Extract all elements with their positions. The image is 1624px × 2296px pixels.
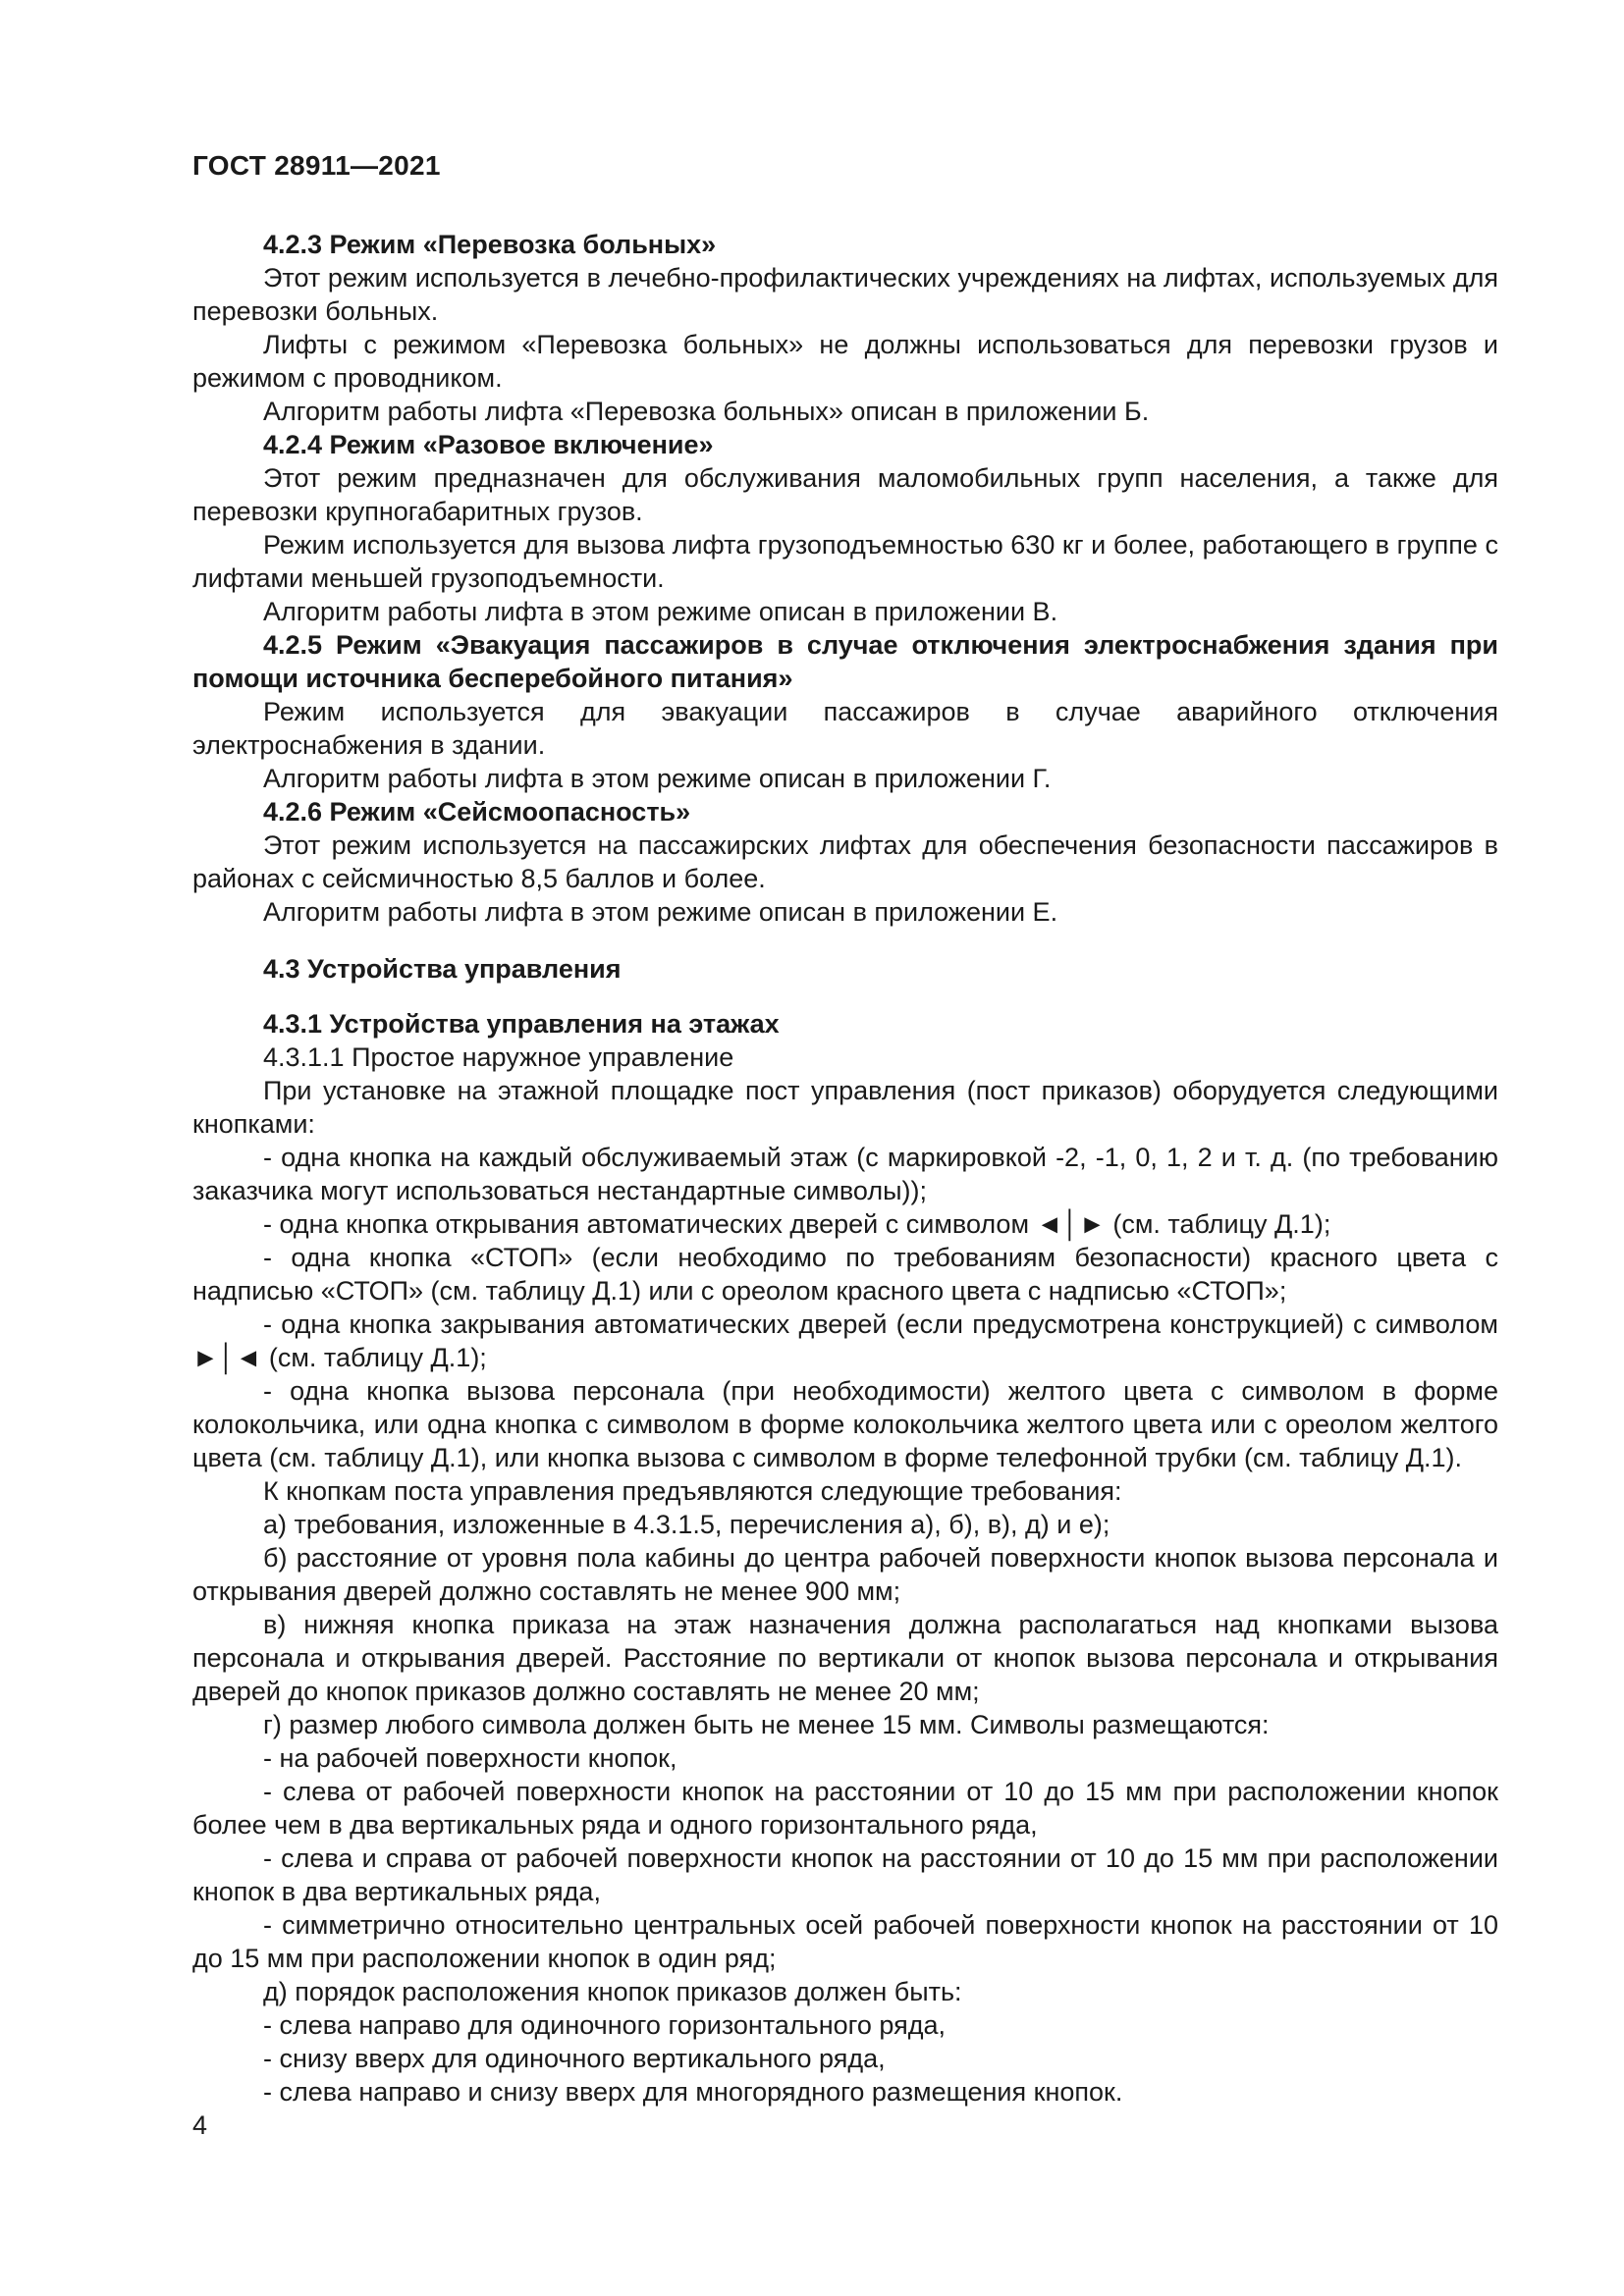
heading-4-2-6: 4.2.6 Режим «Сейсмоопасность» (263, 797, 691, 827)
list-item: - снизу вверх для одиночного вертикального ряда, (263, 2044, 886, 2073)
paragraph: При установке на этажной площадке пост управления (пост приказов) оборудуется следующими кнопками: (192, 1076, 1498, 1139)
paragraph: К кнопкам поста управления предъявляются следующие требования: (263, 1476, 1122, 1506)
subheading-4-3-1-1: 4.3.1.1 Простое наружное управление (263, 1042, 734, 1072)
list-item: - слева направо для одиночного горизонтального ряда, (263, 2010, 947, 2040)
list-item: - одна кнопка закрывания автоматических дверей (если предусмотрена конструкцией) с символом ►│◄ (см. таблицу Д.1); (192, 1309, 1498, 1372)
paragraph: Режим используется для вызова лифта грузоподъемностью 630 кг и более, работающего в группе с лифтами меньшей грузоподъемности. (192, 530, 1498, 593)
paragraph: Лифты с режимом «Перевозка больных» не должны использоваться для перевозки грузов и режимом с проводником. (192, 330, 1498, 393)
list-item: - на рабочей поверхности кнопок, (263, 1743, 677, 1773)
paragraph: Этот режим предназначен для обслуживания маломобильных групп населения, а также для перевозки крупногабаритных грузов. (192, 463, 1498, 526)
page-number: 4 (192, 2110, 208, 2140)
document-body (192, 228, 1498, 2109)
heading-4-2-5: 4.2.5 Режим «Эвакуация пассажиров в случае отключения электроснабжения здания при помощи источника бесперебойного питания» (192, 630, 1498, 693)
paragraph: Алгоритм работы лифта в этом режиме описан в приложении Г. (263, 764, 1052, 793)
list-item: - одна кнопка вызова персонала (при необходимости) желтого цвета с символом в форме колокольчика, или одна кнопка с символом в форме колокольчика желтого цвета или с ореолом желтого цвета (см. таблицу Д.1), или кнопка вызова с символом в форме телефонной трубки (см. таблицу Д.1). (192, 1376, 1498, 1472)
list-item: - одна кнопка на каждый обслуживаемый этаж (с маркировкой -2, -1, 0, 1, 2 и т. д. (по требованию заказчика могут использоваться нестандартные символы)); (192, 1143, 1498, 1205)
document-code-header: ГОСТ 28911—2021 (192, 150, 441, 181)
paragraph: Режим используется для эвакуации пассажиров в случае аварийного отключения электроснабжения в здании. (192, 697, 1498, 760)
list-item: - слева и справа от рабочей поверхности кнопок на расстоянии от 10 до 15 мм при расположении кнопок в два вертикальных ряда, (192, 1843, 1498, 1906)
list-item: г) размер любого символа должен быть не менее 15 мм. Символы размещаются: (263, 1710, 1270, 1739)
list-item: б) расстояние от уровня пола кабины до центра рабочей поверхности кнопок вызова персонала и открывания дверей должно составлять не менее 900 мм; (192, 1543, 1498, 1606)
list-item: а) требования, изложенные в 4.3.1.5, перечисления а), б), в), д) и е); (263, 1510, 1110, 1539)
paragraph: Этот режим используется на пассажирских лифтах для обеспечения безопасности пассажиров в районах с сейсмичностью 8,5 баллов и более. (192, 830, 1498, 893)
heading-4-2-3: 4.2.3 Режим «Перевозка больных» (263, 230, 717, 259)
list-item: - слева направо и снизу вверх для многорядного размещения кнопок. (263, 2077, 1123, 2107)
list-item: - симметрично относительно центральных осей рабочей поверхности кнопок на расстоянии от 10 до 15 мм при расположении кнопок в один ряд; (192, 1910, 1498, 1973)
list-item: д) порядок расположения кнопок приказов должен быть: (263, 1977, 962, 2006)
list-item: в) нижняя кнопка приказа на этаж назначения должна располагаться над кнопками вызова персонала и открывания дверей. Расстояние по вертикали от кнопок вызова персонала и открывания дверей до кнопок приказов должно составлять не менее 20 мм; (192, 1610, 1498, 1706)
paragraph: Алгоритм работы лифта «Перевозка больных» описан в приложении Б. (263, 397, 1150, 426)
list-item: - одна кнопка открывания автоматических дверей с символом ◄│► (см. таблицу Д.1); (263, 1209, 1331, 1239)
list-item: - одна кнопка «СТОП» (если необходимо по требованиям безопасности) красного цвета с надписью «СТОП» (см. таблицу Д.1) или с ореолом красного цвета с надписью «СТОП»; (192, 1243, 1498, 1306)
heading-4-2-4: 4.2.4 Режим «Разовое включение» (263, 430, 714, 459)
paragraph: Этот режим используется в лечебно-профилактических учреждениях на лифтах, используемых для перевозки больных. (192, 263, 1498, 326)
paragraph: Алгоритм работы лифта в этом режиме описан в приложении Е. (263, 897, 1058, 927)
list-item: - слева от рабочей поверхности кнопок на расстоянии от 10 до 15 мм при расположении кнопок более чем в два вертикальных ряда и одного горизонтального ряда, (192, 1777, 1498, 1840)
heading-4-3-1: 4.3.1 Устройства управления на этажах (263, 1009, 780, 1039)
heading-4-3: 4.3 Устройства управления (263, 954, 622, 984)
paragraph: Алгоритм работы лифта в этом режиме описан в приложении В. (263, 597, 1058, 626)
